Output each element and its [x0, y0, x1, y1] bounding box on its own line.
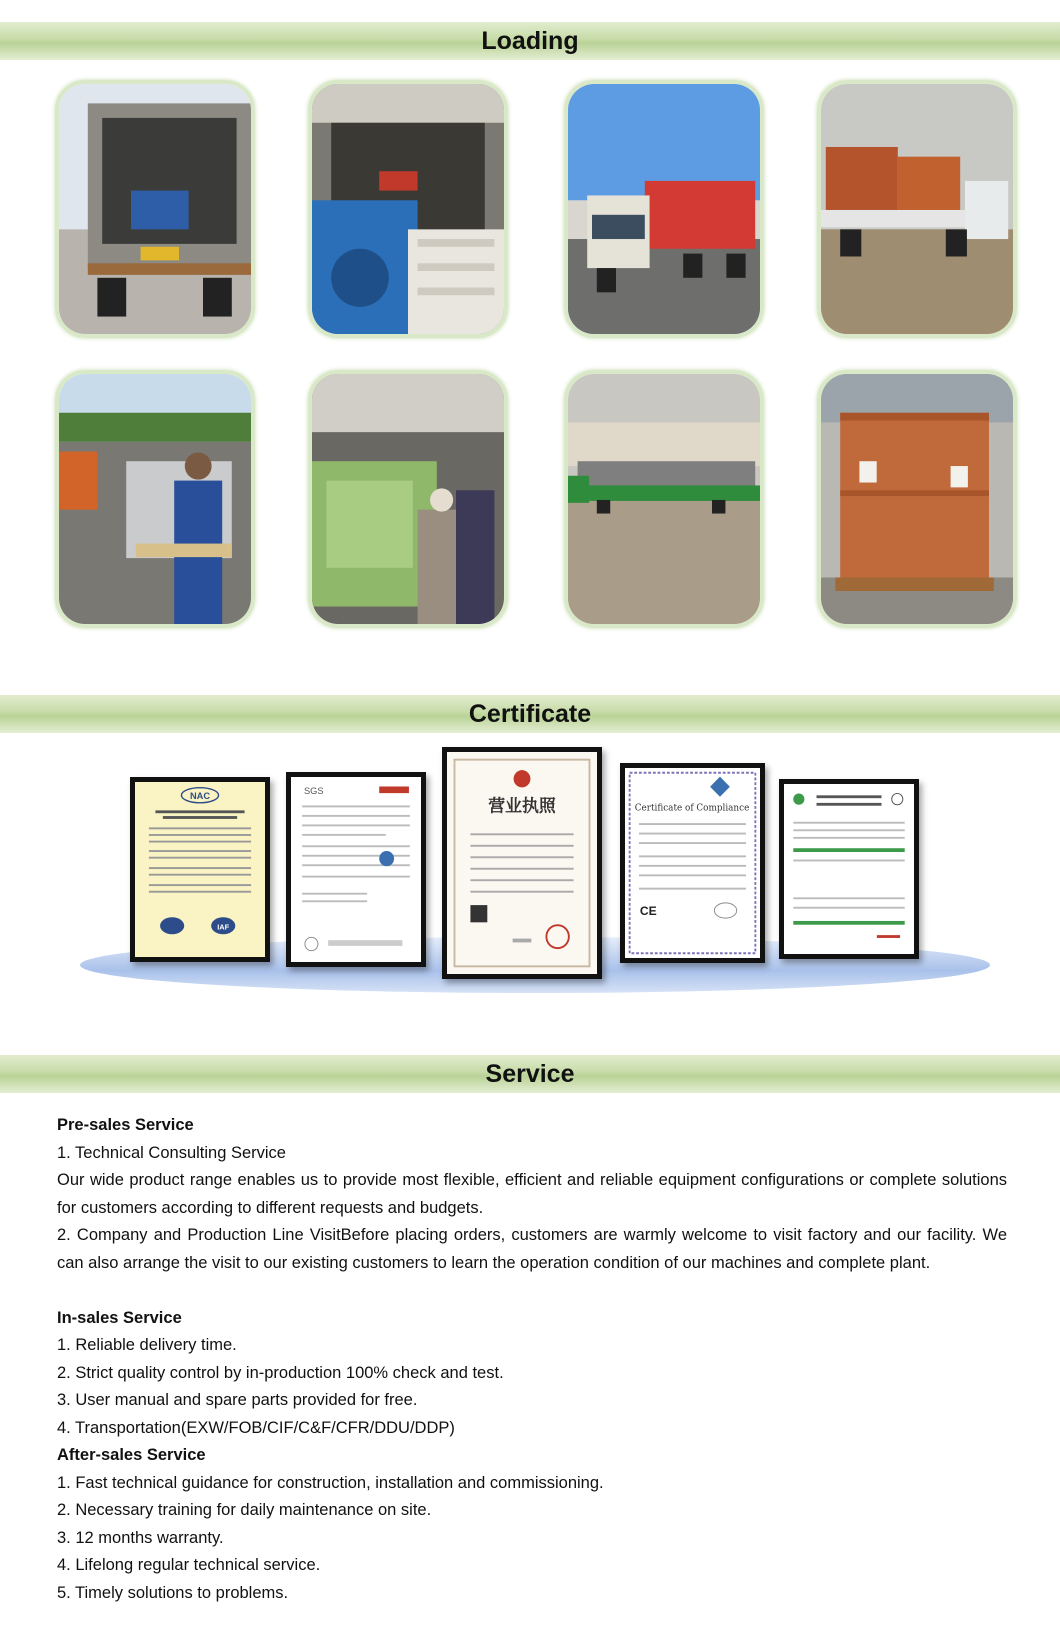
pre-sales-line: Our wide product range enables us to provide most flexible, efficient and reliable equipment configurations or complete solutions for customers according to different requests and budgets.: [57, 1171, 1007, 1217]
business-license-certificate: [442, 747, 602, 979]
product-certificate: [779, 779, 919, 959]
loading-section-title: Loading: [481, 27, 579, 55]
container-interior-machines-photo: [308, 80, 508, 338]
nac-certificate: [130, 777, 270, 962]
service-content: [57, 1112, 1007, 1607]
nac-logo-text: NAC: [189, 790, 211, 802]
sgs-certificate: [286, 772, 426, 967]
after-sales-line: 1. Fast technical guidance for construction, installation and commissioning.: [57, 1473, 604, 1492]
after-sales-line: 5. Timely solutions to problems.: [57, 1583, 289, 1602]
sgs-logo-text: SGS: [304, 785, 324, 797]
wooden-crates-truck-photo: [817, 80, 1017, 338]
ce-mark-text: CE: [639, 904, 657, 919]
in-sales-line: 2. Strict quality control by in-production 100% check and test.: [57, 1363, 504, 1382]
section-spacer: [57, 1277, 1007, 1305]
compliance-title-text: Certificate of Compliance: [634, 803, 750, 814]
in-sales-heading: In-sales Service: [57, 1308, 182, 1327]
pre-sales-line: 1. Technical Consulting Service: [57, 1143, 286, 1162]
certificate-section-title: Certificate: [468, 700, 592, 728]
pre-sales-line: 2. Company and Production Line VisitBefore placing orders, customers are warmly welcome to visit factory and our facility. We can also arrange the visit to our existing customers to learn the operation condition of our machines and complete plant.: [57, 1226, 1007, 1272]
in-sales-line: 4. Transportation(EXW/FOB/CIF/C&F/CFR/DDU/DDP): [57, 1418, 455, 1437]
after-sales-line: 4. Lifelong regular technical service.: [57, 1556, 321, 1574]
wooden-crate-pallet-photo: [817, 370, 1017, 628]
after-sales-heading: After-sales Service: [57, 1446, 206, 1464]
worker-machines-yard-photo: [55, 370, 255, 628]
service-section-title: Service: [485, 1060, 575, 1088]
pre-sales-heading: Pre-sales Service: [57, 1116, 194, 1134]
green-truck-machines-photo: [564, 370, 764, 628]
ce-compliance-certificate: [620, 763, 765, 963]
license-title-text: 营业执照: [488, 796, 556, 817]
green-machines-container-photo: [308, 370, 508, 628]
in-sales-line: 1. Reliable delivery time.: [57, 1336, 237, 1354]
certificate-section-banner: [0, 695, 1060, 733]
truck-container-rear-photo: [55, 80, 255, 338]
iaf-logo-text: IAF: [217, 922, 230, 932]
after-sales-line: 3. 12 months warranty.: [57, 1528, 224, 1547]
in-sales-line: 3. User manual and spare parts provided for free.: [57, 1391, 418, 1409]
service-section-banner: [0, 1055, 1060, 1093]
certificates-display: [80, 745, 1000, 1015]
loading-section-banner: [0, 22, 1060, 60]
red-cargo-truck-photo: [564, 80, 764, 338]
after-sales-line: 2. Necessary training for daily maintenance on site.: [57, 1501, 432, 1519]
